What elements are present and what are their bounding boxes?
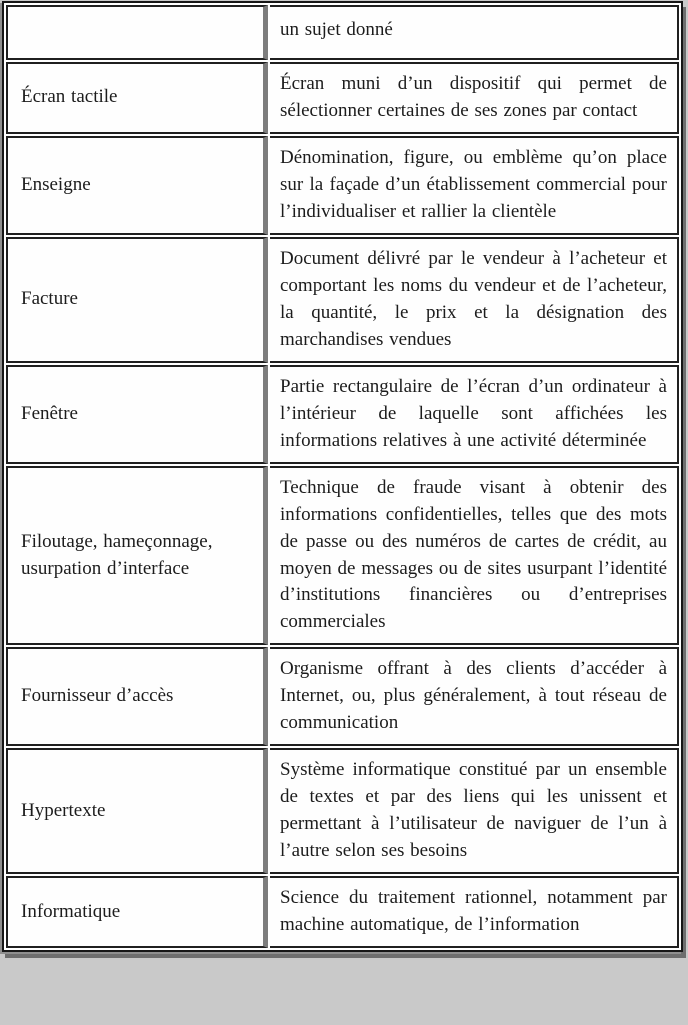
- table-row: [6, 62, 679, 134]
- table-row: [6, 5, 679, 60]
- definition-cell: Écran muni d’un dispositif qui permet de sélectionner certaines de ses zones par contact: [270, 62, 679, 134]
- definition-cell: Partie rectangulaire de l’écran d’un ordinateur à l’intérieur de laquelle sont affichées les informations relatives à une activité déterminée: [270, 365, 679, 464]
- definition-cell: Technique de fraude visant à obtenir des informations confidentielles, telles que des mots de passe ou des numéros de cartes de crédit, au moyen de messages ou de sites usurpant l’identité d’institutions financières ou d’entreprises commerciales: [270, 466, 679, 646]
- definition-cell: Dénomination, figure, ou emblème qu’on place sur la façade d’un établissement commercial pour l’individualiser et rallier la clientèle: [270, 136, 679, 235]
- term-cell: Fenêtre: [6, 365, 268, 464]
- term-cell: Enseigne: [6, 136, 268, 235]
- term-cell: Fournisseur d’accès: [6, 647, 268, 746]
- table-row: [6, 647, 679, 746]
- table-row: [6, 237, 679, 363]
- definition-cell: Document délivré par le vendeur à l’acheteur et comportant les noms du vendeur et de l’acheteur, la quantité, le prix et la désignation des marchandises vendues: [270, 237, 679, 363]
- term-cell: Hypertexte: [6, 748, 268, 874]
- table-row: [6, 365, 679, 464]
- term-cell: Filoutage, hameçonnage, usurpation d’interface: [6, 466, 268, 646]
- glossary-table: [4, 3, 681, 950]
- table-row: [6, 748, 679, 874]
- definition-cell: un sujet donné: [270, 5, 679, 60]
- definition-cell: Organisme offrant à des clients d’accéder à Internet, ou, plus généralement, à tout réseau de communication: [270, 647, 679, 746]
- table-row: [6, 136, 679, 235]
- table-row: [6, 466, 679, 646]
- table-row: [6, 876, 679, 948]
- term-cell: Écran tactile: [6, 62, 268, 134]
- term-cell: Informatique: [6, 876, 268, 948]
- term-cell: [6, 5, 268, 60]
- term-cell: Facture: [6, 237, 268, 363]
- definition-cell: Science du traitement rationnel, notamment par machine automatique, de l’information: [270, 876, 679, 948]
- glossary-table-body: [6, 5, 679, 948]
- glossary-table-frame: [2, 1, 683, 952]
- definition-cell: Système informatique constitué par un ensemble de textes et par des liens qui les unissent et permettant à l’utilisateur de naviguer de l’un à l’autre selon ses besoins: [270, 748, 679, 874]
